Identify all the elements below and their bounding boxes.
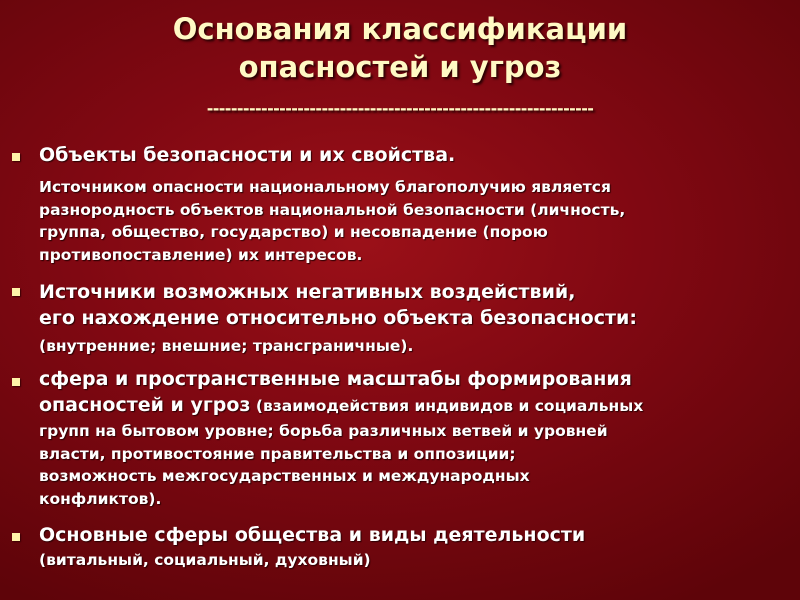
item-1-body-line: Источником опасности национальному благополучию является <box>39 178 611 196</box>
square-bullet-icon <box>12 288 20 296</box>
item-2-detail: (внутренние; внешние; трансграничные). <box>39 337 414 355</box>
title-line-2: опасностей и угроз <box>238 50 562 84</box>
item-3-detail-line: власти, противостояние правительства и оппозиции; <box>39 444 516 463</box>
square-bullet-icon <box>12 533 20 541</box>
item-4-heading: Основные сферы общества и виды деятельности <box>39 524 586 546</box>
square-bullet-icon <box>12 153 20 161</box>
item-1-body-line: противопоставление) их интересов. <box>39 245 363 264</box>
item-1-body <box>39 176 625 266</box>
item-1-body-line: разнородность объектов национальной безопасности (личность, <box>39 200 626 219</box>
item-3-detail-line: групп на бытовом уровне; борьба различных ветвей и уровней <box>39 422 608 440</box>
item-3-detail <box>39 420 608 510</box>
item-3-heading-line-1: сфера и пространственные масштабы формирования <box>39 368 632 390</box>
item-1-heading: Объекты безопасности и их свойства. <box>39 144 456 166</box>
title-line-1: Основания классификации <box>172 12 628 46</box>
slide-title <box>0 10 800 86</box>
item-2-heading-line: его нахождение относительно объекта безопасности: <box>39 307 637 329</box>
item-4-detail: (витальный, социальный, духовный) <box>39 551 371 569</box>
item-3-heading-bold: опасностей и угроз <box>39 394 251 416</box>
item-1-body-line: группа, общество, государство) и несовпадение (порою <box>39 223 548 241</box>
item-3-detail-line: конфликтов). <box>39 489 162 508</box>
square-bullet-icon <box>12 378 20 386</box>
item-3-heading-line-2 <box>39 394 643 416</box>
item-3-heading-rest: (взаимодействия индивидов и социальных <box>250 397 644 415</box>
item-2-heading-line: Источники возможных негативных воздействий, <box>39 281 576 303</box>
dashed-divider: ---------------------------------------------------------------- <box>206 99 594 118</box>
item-3-detail-line: возможность межгосударственных и международных <box>39 467 530 485</box>
item-2-heading <box>39 279 637 331</box>
